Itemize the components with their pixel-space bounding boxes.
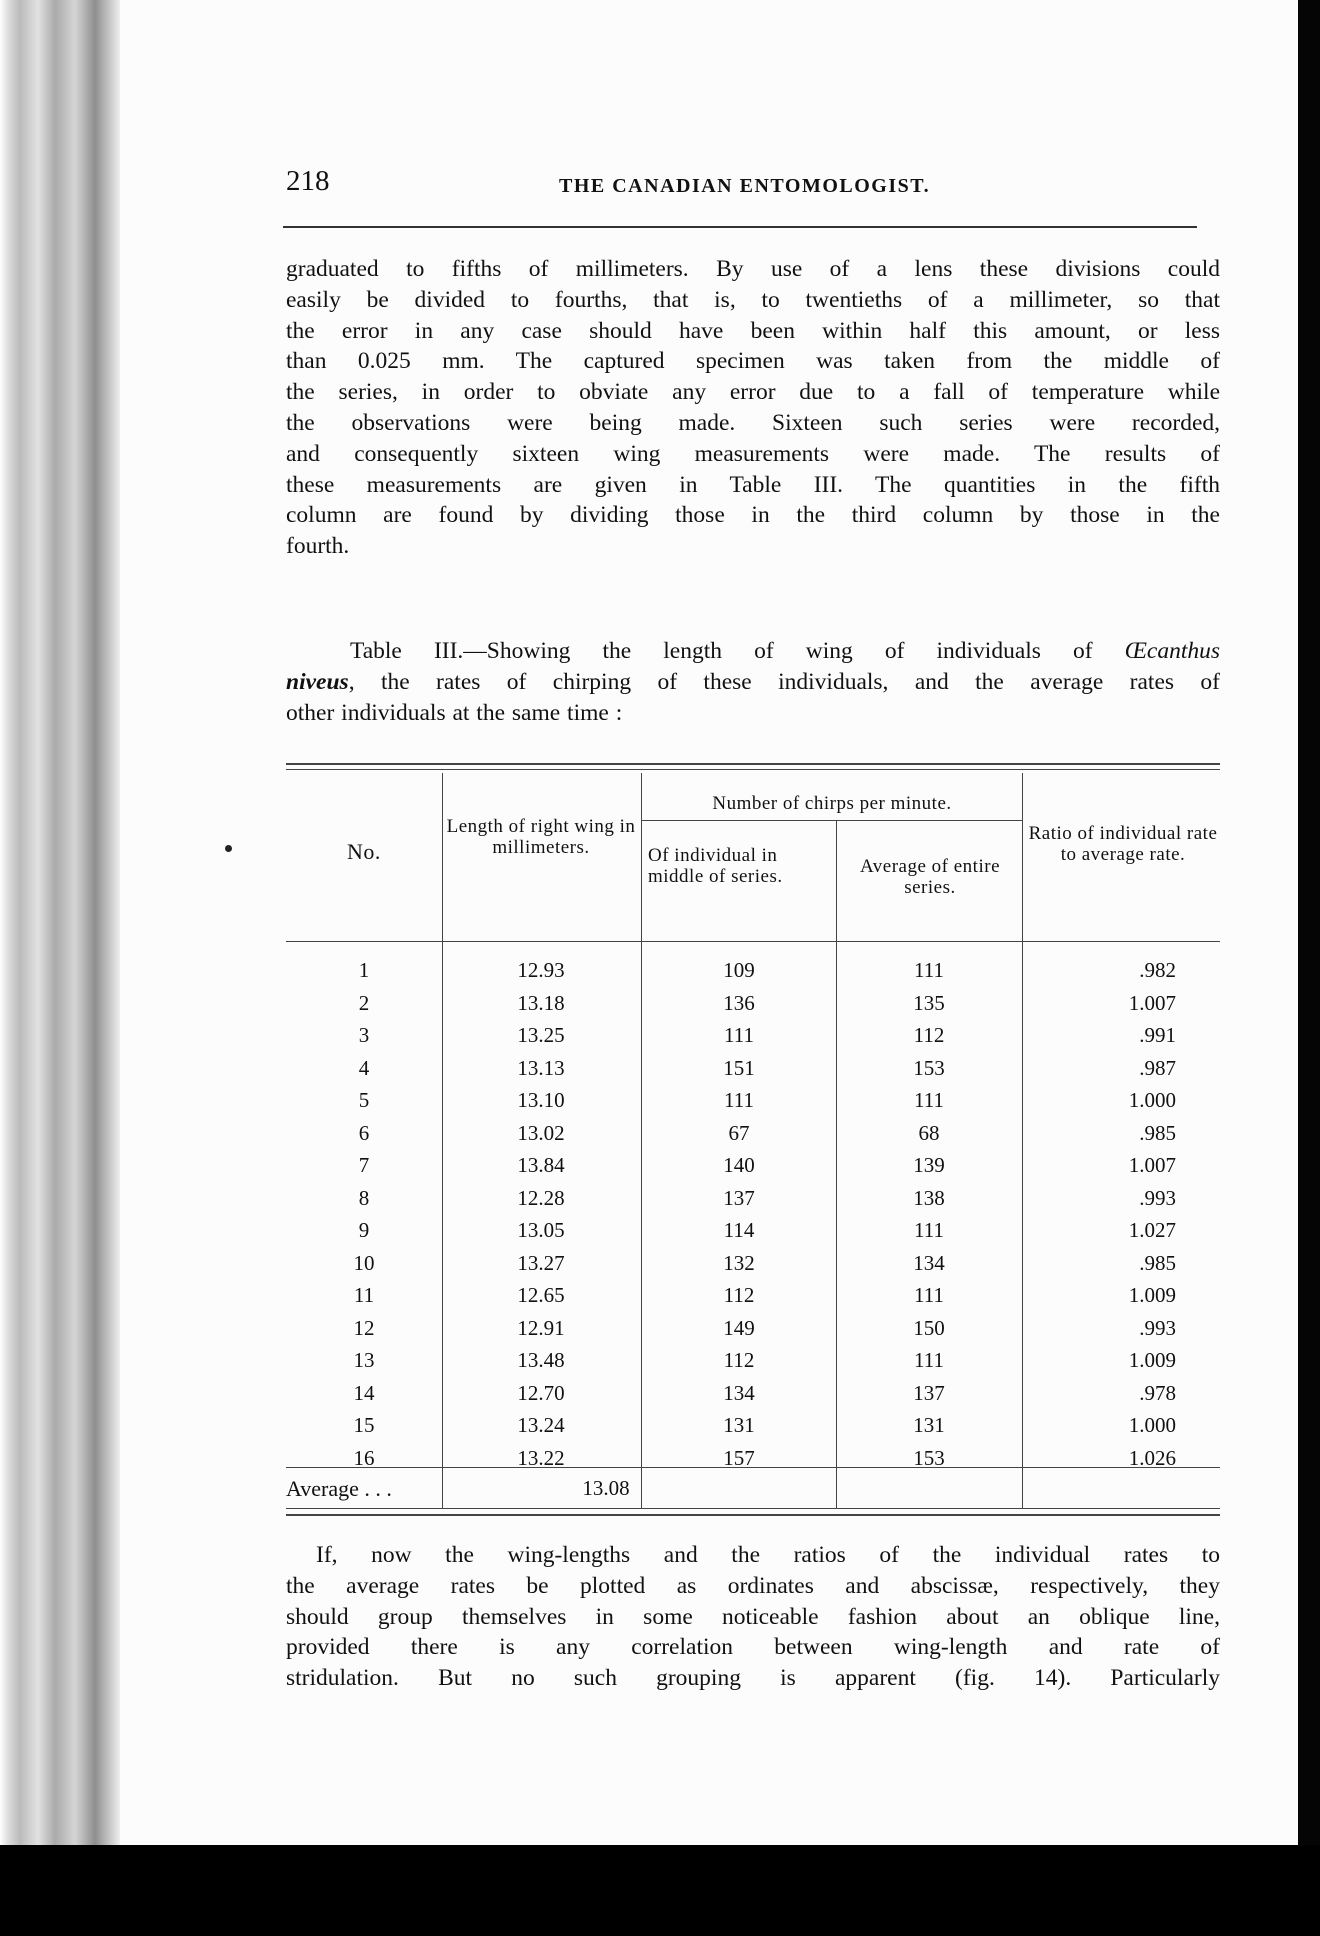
table-cell: 13.25 — [517, 1023, 565, 1047]
table-cell: 138 — [913, 1185, 945, 1210]
table-cell: 111 — [914, 1218, 944, 1242]
table-cell: 111 — [914, 1088, 944, 1112]
table-cell: 9 — [358, 1218, 370, 1242]
table-cell: 1.000 — [1128, 1413, 1176, 1437]
table-cell: 111 — [724, 1088, 754, 1112]
table-cell: 13.84 — [517, 1153, 565, 1177]
table-cell: 157 — [723, 1445, 755, 1470]
table-cell: 139 — [913, 1153, 945, 1177]
table-cell: .985 — [1139, 1120, 1176, 1145]
table-cell: 149 — [723, 1315, 755, 1340]
column-rule — [1022, 773, 1023, 1508]
table-cell: 134 — [913, 1250, 945, 1275]
table-cell: .993 — [1139, 1185, 1176, 1210]
column-rule — [836, 820, 837, 1508]
page-number: 218 — [286, 165, 330, 197]
caption-text: Table III.—Showing the length of wing of individuals of — [350, 638, 1125, 664]
table-cell: 111 — [724, 1023, 754, 1047]
table-cell: 151 — [723, 1055, 755, 1080]
average-label: Average . . . — [286, 1476, 392, 1501]
header-individual: Of individual in middle of series. — [648, 845, 783, 887]
table-cell: 12.93 — [517, 958, 565, 982]
text-line: easily be divided to fourths, that is, to twentieths of a millimeter, so that — [286, 286, 1220, 313]
header-bottom-rule — [286, 941, 1220, 942]
table-cell: 12.91 — [517, 1315, 565, 1340]
header-chirps-group: Number of chirps per minute. — [712, 793, 952, 814]
table-cell: 67 — [728, 1120, 750, 1145]
text-line: should group themselves in some noticeable fashion about an oblique line, — [286, 1603, 1220, 1630]
paragraph-3 — [286, 1540, 1220, 1694]
text-line: If, now the wing-lengths and the ratios of the individual rates to — [316, 1542, 1220, 1568]
table-cell: 13.22 — [517, 1445, 565, 1470]
chirps-group-rule — [642, 820, 1022, 821]
table-cell: .987 — [1139, 1055, 1176, 1080]
text-line: other individuals at the same time : — [286, 699, 623, 726]
table-cell: 114 — [723, 1218, 755, 1242]
column-ratio — [1026, 954, 1220, 1474]
table-cell: 1.027 — [1128, 1218, 1176, 1242]
table-cell: 68 — [918, 1120, 940, 1145]
table-cell: 131 — [723, 1413, 755, 1437]
species-epithet: niveus — [286, 668, 349, 695]
column-average — [841, 954, 1017, 1474]
text-line: graduated to fifths of millimeters. By use of a lens these divisions could — [286, 256, 1220, 282]
header-average: Average of entire series. — [859, 856, 1000, 898]
text-line — [286, 636, 1220, 667]
table-cell: 13.13 — [517, 1055, 565, 1080]
column-individual — [646, 954, 832, 1474]
table-cell: 112 — [723, 1283, 755, 1307]
table-cell: 109 — [723, 958, 755, 982]
table-cell: 112 — [913, 1023, 945, 1047]
text-line: these measurements are given in Table III. The quantities in the fifth — [286, 471, 1220, 498]
table-cell: 10 — [353, 1250, 375, 1275]
text-line: column are found by dividing those in the third column by those in the — [286, 502, 1220, 529]
text-line — [286, 667, 1220, 698]
text-line: than 0.025 mm. The captured specimen was taken from the middle of — [286, 348, 1220, 375]
table-cell: 153 — [913, 1055, 945, 1080]
table-cell: 13.10 — [517, 1088, 565, 1112]
text-line: stridulation. But no such grouping is apparent (fig. 14). Particularly — [286, 1665, 1220, 1692]
bottom-scan-border — [0, 1845, 1320, 1936]
table-cell: 14 — [353, 1380, 375, 1405]
table-cell: 112 — [723, 1348, 755, 1372]
table-cell: 13.48 — [517, 1348, 565, 1372]
table-cell: 150 — [913, 1315, 945, 1340]
table-cell: 1 — [358, 958, 370, 982]
table-cell: 137 — [913, 1380, 945, 1405]
column-no — [286, 954, 442, 1474]
table-cell: 111 — [914, 1348, 944, 1372]
book-spine-shadow — [0, 0, 120, 1845]
table-cell: 2 — [358, 990, 370, 1015]
table-cell: 4 — [358, 1055, 370, 1080]
table-cell: .991 — [1139, 1023, 1176, 1047]
table-cell: 12.28 — [517, 1185, 565, 1210]
table-cell: 111 — [914, 958, 944, 982]
data-table — [286, 763, 1220, 1523]
table-cell: 1.009 — [1128, 1283, 1176, 1307]
header-ratio: Ratio of individual rate to average rate. — [1028, 823, 1218, 865]
table-cell: 3 — [358, 1023, 370, 1047]
text-line: the series, in order to obviate any error due to a fall of temperature while — [286, 379, 1220, 406]
journal-title: THE CANADIAN ENTOMOLOGIST. — [559, 175, 931, 197]
table-cell: 132 — [723, 1250, 755, 1275]
table-cell: 153 — [913, 1445, 945, 1470]
table-cell: 13.27 — [517, 1250, 565, 1275]
table-cell: 137 — [723, 1185, 755, 1210]
table-cell: 12.70 — [517, 1380, 565, 1405]
table-cell: 131 — [913, 1413, 945, 1437]
header-length: Length of right wing in millimeters. — [446, 816, 636, 858]
column-rule — [442, 773, 443, 1508]
table-cell: .985 — [1139, 1250, 1176, 1275]
text-line: the average rates be plotted as ordinates and abscissæ, respectively, they — [286, 1572, 1220, 1599]
table-cell: 13.05 — [517, 1218, 565, 1242]
text-line: and consequently sixteen wing measurements were made. The results of — [286, 440, 1220, 467]
caption-text: , the rates of chirping of these individuals, and the average rates of — [348, 668, 1220, 695]
species-genus: Œcanthus — [1124, 638, 1220, 664]
table-top-rule-2 — [286, 769, 1220, 770]
table-cell: 12 — [353, 1315, 375, 1340]
header-rule — [283, 226, 1197, 228]
text-line: the error in any case should have been within half this amount, or less — [286, 317, 1220, 344]
table-cell: 12.65 — [517, 1283, 565, 1307]
table-cell: 13.18 — [517, 990, 565, 1015]
table-cell: 1.007 — [1128, 990, 1176, 1015]
table-cell: .982 — [1139, 958, 1176, 982]
table-cell: 1.026 — [1128, 1445, 1176, 1470]
table-bottom-rule — [286, 1508, 1220, 1509]
table-top-rule — [286, 763, 1220, 765]
column-length — [446, 954, 636, 1474]
text-line: the observations were being made. Sixteen such series were recorded, — [286, 409, 1220, 436]
column-rule — [641, 773, 642, 1508]
table-cell: 136 — [723, 990, 755, 1015]
table-cell: 16 — [353, 1445, 375, 1470]
table-cell: 6 — [358, 1120, 370, 1145]
table-cell: 111 — [914, 1283, 944, 1307]
table-cell: 140 — [723, 1153, 755, 1177]
text-line: fourth. — [286, 533, 350, 560]
table-cell: 13 — [353, 1348, 375, 1372]
margin-dot — [225, 845, 232, 852]
right-page-edge — [1298, 0, 1320, 1845]
header-no: No. — [347, 839, 381, 864]
table-cell: 1.007 — [1128, 1153, 1176, 1177]
running-head — [286, 165, 1206, 205]
table-cell: 1.009 — [1128, 1348, 1176, 1372]
table-cell: 13.02 — [517, 1120, 565, 1145]
table-cell: .978 — [1139, 1380, 1176, 1405]
table-cell: 135 — [913, 990, 945, 1015]
text-line: provided there is any correlation between wing-length and rate of — [286, 1634, 1220, 1661]
table-bottom-rule-2 — [286, 1514, 1220, 1516]
table-cell: 15 — [353, 1413, 375, 1437]
table-cell: 11 — [353, 1283, 375, 1307]
table-cell: 8 — [358, 1185, 370, 1210]
average-length-value: 13.08 — [582, 1476, 630, 1500]
table-cell: 13.24 — [517, 1413, 565, 1437]
table-cell: 1.000 — [1128, 1088, 1176, 1112]
table-cell: 134 — [723, 1380, 755, 1405]
table-caption — [286, 636, 1220, 728]
table-cell: 5 — [358, 1088, 370, 1112]
table-cell: 7 — [358, 1153, 370, 1177]
paragraph-1 — [286, 254, 1220, 562]
table-cell: .993 — [1139, 1315, 1176, 1340]
